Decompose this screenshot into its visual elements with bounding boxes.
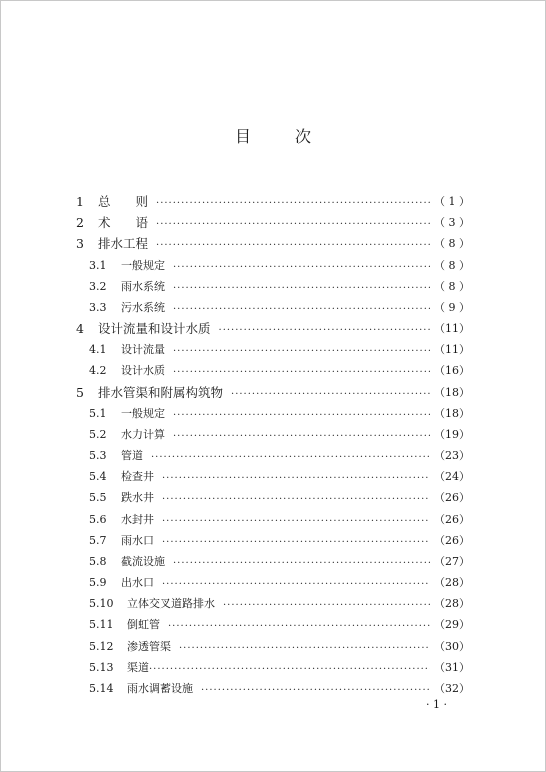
toc-page: （11）: [434, 343, 470, 356]
toc-entry-4-2[interactable]: [89, 360, 470, 380]
toc-label: 雨水口: [121, 534, 154, 547]
leader-dots: [162, 473, 430, 484]
leader-dots: [201, 685, 430, 696]
leader-dots: [231, 389, 430, 400]
toc-number: 5.14: [89, 681, 114, 695]
toc-label: 水封井: [121, 513, 154, 526]
toc-entry-5-12[interactable]: [89, 636, 470, 656]
toc-entry-3-1[interactable]: [89, 255, 470, 275]
toc-number: 3: [76, 235, 84, 251]
toc-label: 检查井: [121, 470, 154, 483]
toc-number: 5.4: [89, 469, 107, 483]
leader-dots: [149, 664, 430, 675]
toc-label: 设计流量: [121, 343, 165, 356]
toc-page: （ 8 ）: [434, 280, 470, 293]
page-number: · 1 ·: [426, 698, 447, 711]
toc-label: 总 则: [98, 194, 149, 209]
toc-label: 倒虹管: [127, 618, 160, 631]
toc-number: 2: [76, 214, 84, 230]
toc-label: 出水口: [121, 576, 154, 589]
toc-entry-5-5[interactable]: [89, 487, 470, 507]
toc-number: 5.2: [89, 427, 107, 441]
toc-number: 5.8: [89, 554, 107, 568]
toc-label: 管道: [121, 449, 143, 462]
toc-page: （16）: [434, 364, 470, 377]
toc-label: 一般规定: [121, 259, 165, 272]
toc-entry-5-13[interactable]: [89, 657, 470, 677]
toc-page: （32）: [434, 682, 470, 695]
toc-entry-4[interactable]: [76, 318, 470, 338]
leader-dots: [173, 346, 430, 357]
toc-page: （ 8 ）: [434, 259, 470, 272]
leader-dots: [162, 494, 430, 505]
toc-page: （11）: [434, 322, 470, 335]
toc-entry-5[interactable]: [76, 382, 470, 402]
leader-dots: [162, 579, 430, 590]
toc-label: 渠道: [127, 661, 149, 674]
toc-page: （18）: [434, 386, 470, 399]
toc-page: （29）: [434, 618, 470, 631]
leader-dots: [223, 600, 430, 611]
toc-label: 渗透管渠: [127, 640, 171, 653]
toc-label: 术 语: [98, 215, 149, 230]
toc-label: 排水工程: [98, 236, 149, 251]
toc-entry-5-9[interactable]: [89, 572, 470, 592]
leader-dots: [173, 283, 430, 294]
toc-label: 污水系统: [121, 301, 165, 314]
leader-dots: [162, 516, 430, 527]
title-char-1: 目: [234, 127, 251, 146]
toc-page: （ 1 ）: [434, 195, 470, 208]
toc-number: 1: [76, 193, 84, 209]
toc-number: 5.7: [89, 533, 107, 547]
toc-label: 雨水调蓄设施: [127, 682, 193, 695]
toc-page: （28）: [434, 576, 470, 589]
toc-number: 4: [76, 320, 84, 336]
toc-number: 4.2: [89, 363, 107, 377]
toc-page: （26）: [434, 491, 470, 504]
toc-number: 5.13: [89, 660, 114, 674]
toc-number: 5.10: [89, 596, 114, 610]
toc-label: 设计水质: [121, 364, 165, 377]
toc-entry-5-7[interactable]: [89, 530, 470, 550]
toc-number: 5.12: [89, 639, 114, 653]
toc-label: 雨水系统: [121, 280, 165, 293]
leader-dots: [156, 198, 430, 209]
toc-page: （19）: [434, 428, 470, 441]
toc-entry-5-1[interactable]: [89, 403, 470, 423]
toc-page: （26）: [434, 513, 470, 526]
page-title: [0, 124, 546, 147]
toc-number: 3.3: [89, 300, 107, 314]
toc-entry-5-2[interactable]: [89, 424, 470, 444]
toc-entry-5-4[interactable]: [89, 466, 470, 486]
toc-number: 3.1: [89, 258, 107, 272]
title-char-2: 次: [295, 127, 312, 146]
toc-number: 5.6: [89, 512, 107, 526]
toc-entry-5-11[interactable]: [89, 614, 470, 634]
leader-dots: [219, 325, 430, 336]
toc-page: （31）: [434, 661, 470, 674]
toc-number: 5.9: [89, 575, 107, 589]
toc-page: （18）: [434, 407, 470, 420]
toc-number: 5.11: [89, 617, 114, 631]
leader-dots: [173, 431, 430, 442]
toc-page: （23）: [434, 449, 470, 462]
leader-dots: [151, 452, 430, 463]
leader-dots: [173, 558, 430, 569]
toc-entry-5-8[interactable]: [89, 551, 470, 571]
toc-label: 水力计算: [121, 428, 165, 441]
toc-page: （24）: [434, 470, 470, 483]
toc-label: 立体交叉道路排水: [127, 597, 215, 610]
toc-number: 4.1: [89, 342, 107, 356]
leader-dots: [173, 262, 430, 273]
toc-entry-3-3[interactable]: [89, 297, 470, 317]
leader-dots: [173, 410, 430, 421]
toc-page: （ 3 ）: [434, 216, 470, 229]
toc-entry-3[interactable]: [76, 233, 470, 253]
toc-entry-1[interactable]: [76, 191, 470, 211]
leader-dots: [173, 367, 430, 378]
toc-entry-3-2[interactable]: [89, 276, 470, 296]
toc-number: 5.3: [89, 448, 107, 462]
toc-page: （26）: [434, 534, 470, 547]
toc-number: 5: [76, 384, 84, 400]
toc-page: （28）: [434, 597, 470, 610]
toc-entry-5-6[interactable]: [89, 509, 470, 529]
leader-dots: [156, 219, 430, 230]
toc-number: 3.2: [89, 279, 107, 293]
toc-page: （ 8 ）: [434, 237, 470, 250]
leader-dots: [156, 240, 430, 251]
toc-entry-2[interactable]: [76, 212, 470, 232]
toc-entry-5-10[interactable]: [89, 593, 470, 613]
toc-page: （27）: [434, 555, 470, 568]
toc-label: 截流设施: [121, 555, 165, 568]
leader-dots: [162, 537, 430, 548]
toc-label: 排水管渠和附属构筑物: [98, 385, 224, 400]
toc-page: （30）: [434, 640, 470, 653]
toc-label: 设计流量和设计水质: [98, 321, 211, 336]
toc-label: 跌水井: [121, 491, 154, 504]
toc-entry-5-14[interactable]: [89, 678, 470, 698]
toc-number: 5.1: [89, 406, 107, 420]
toc-page: （ 9 ）: [434, 301, 470, 314]
toc-entry-5-3[interactable]: [89, 445, 470, 465]
leader-dots: [168, 621, 430, 632]
toc-number: 5.5: [89, 490, 107, 504]
toc-entry-4-1[interactable]: [89, 339, 470, 359]
toc-label: 一般规定: [121, 407, 165, 420]
leader-dots: [173, 304, 430, 315]
leader-dots: [179, 643, 430, 654]
